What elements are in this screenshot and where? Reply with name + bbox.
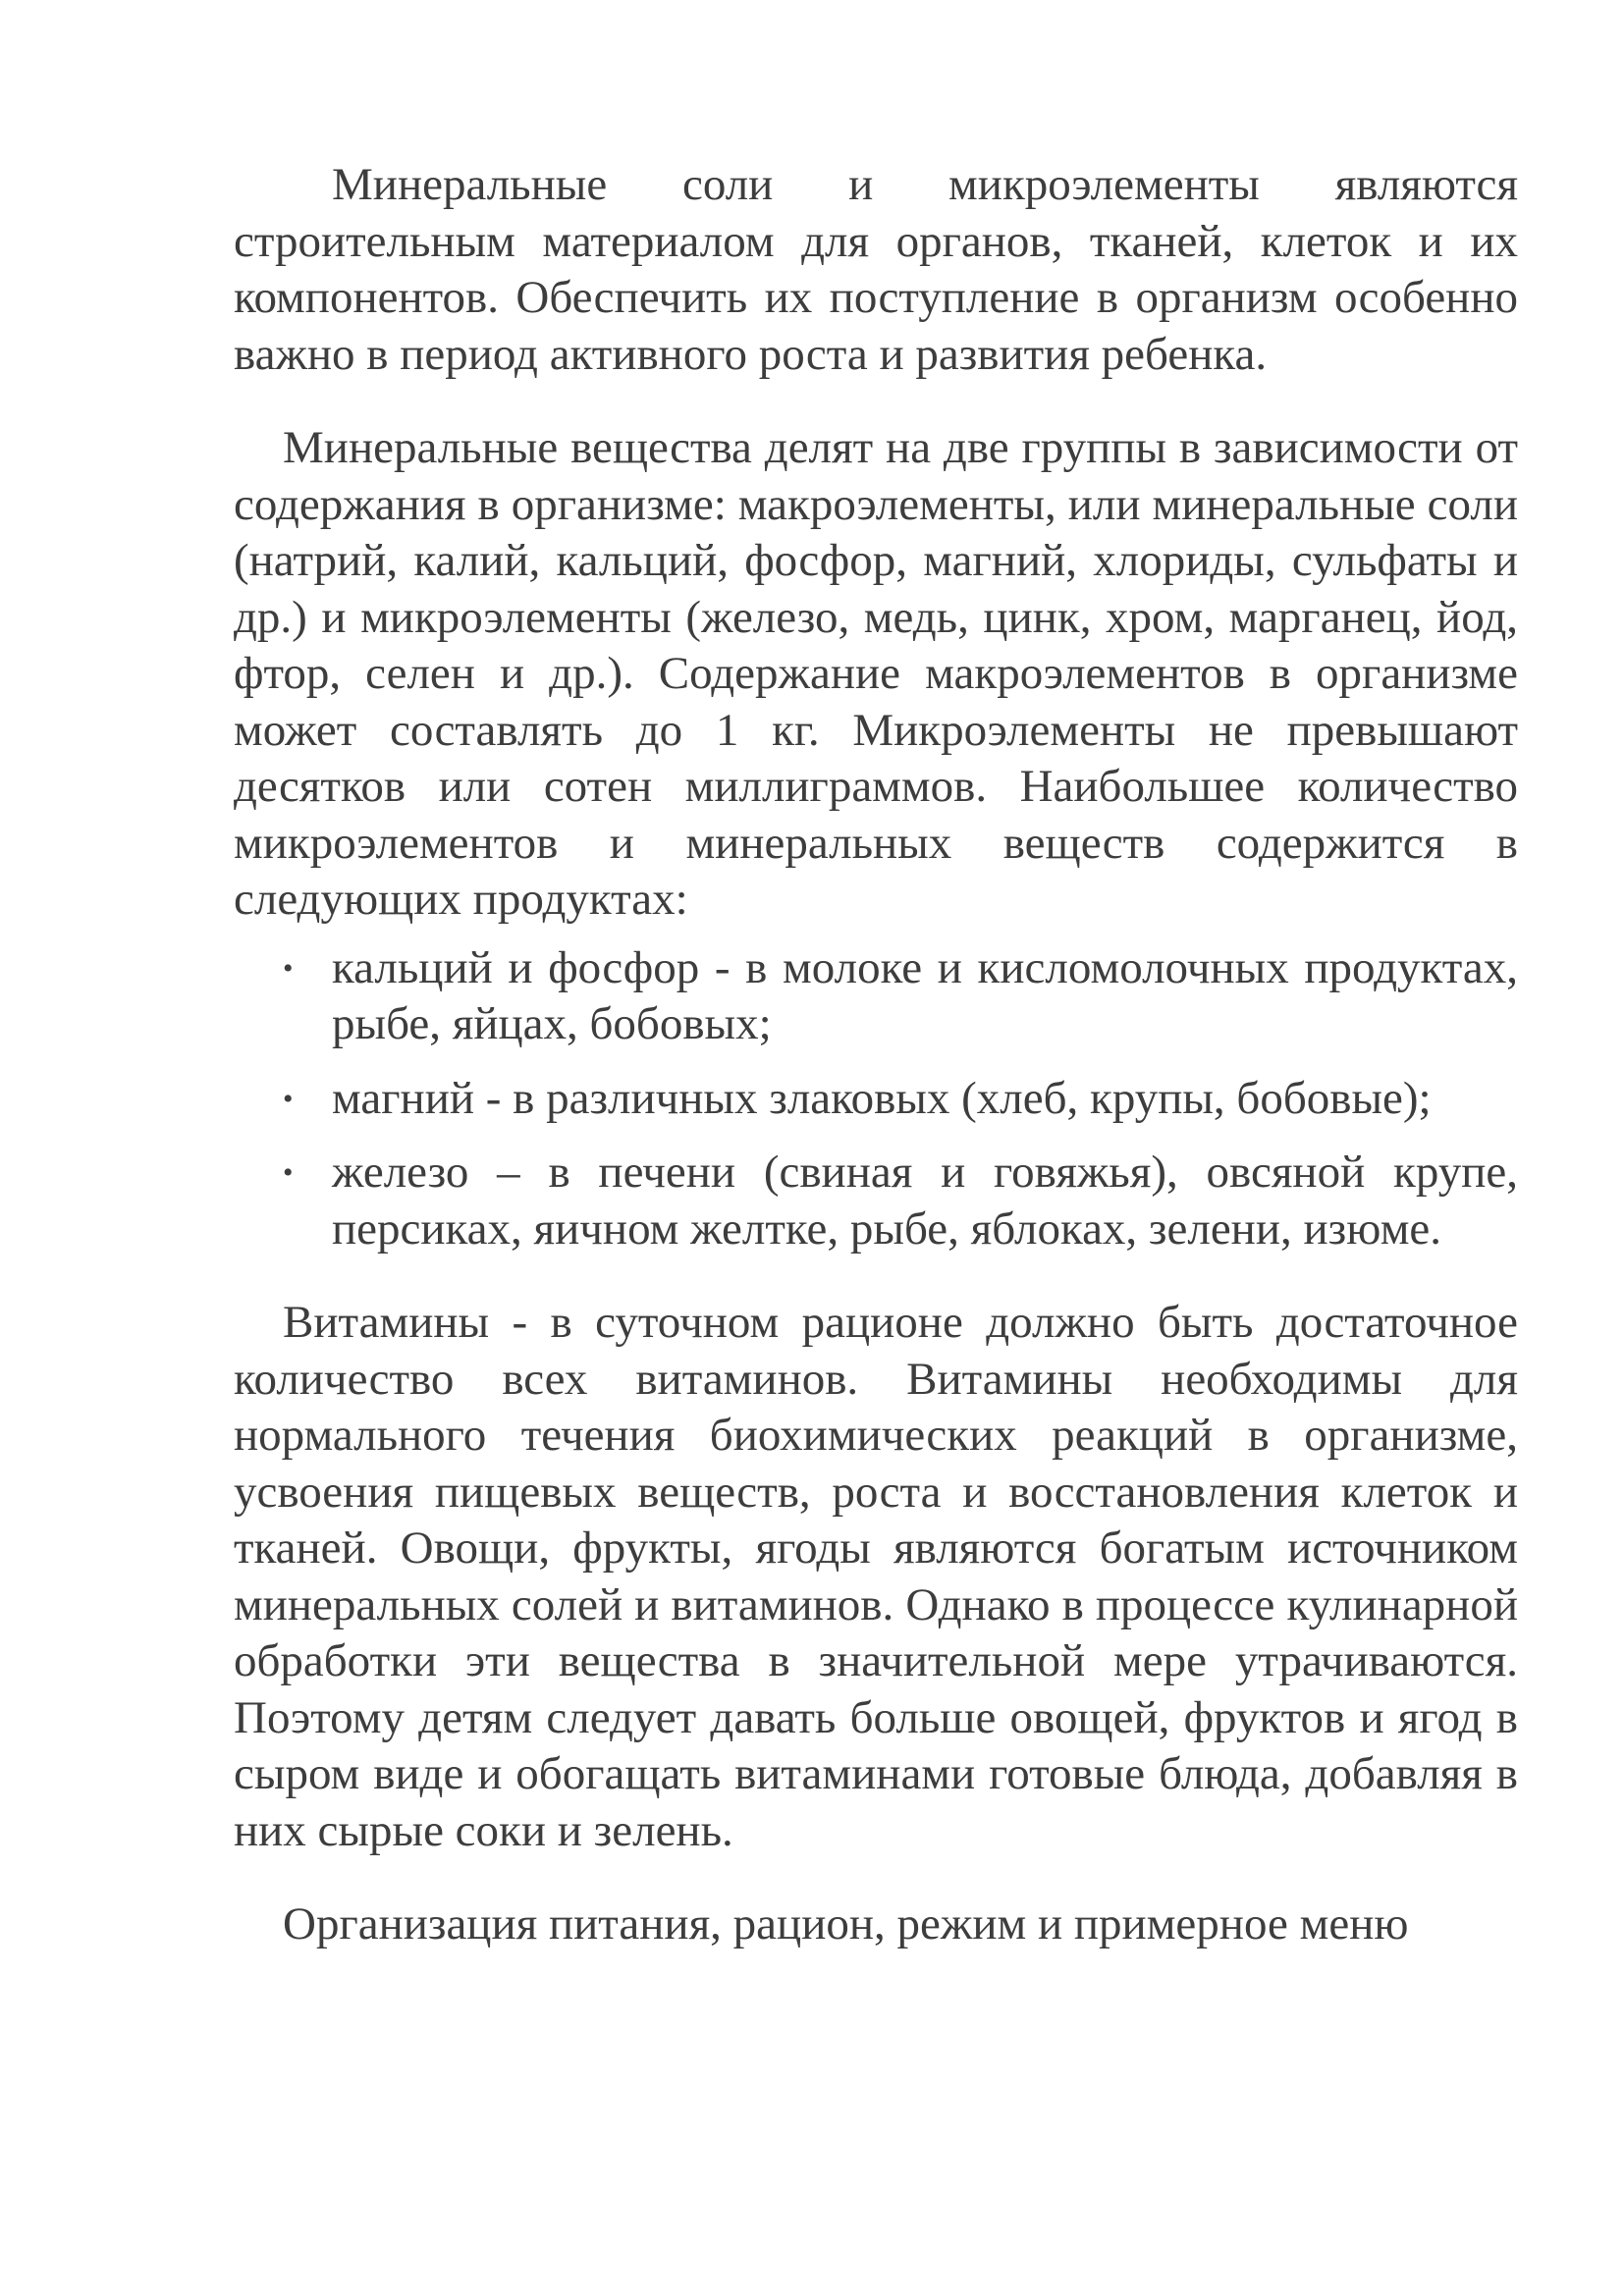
list-item-text: кальций и фосфор - в молоке и кисломолочных продуктах, рыбе, яйцах, бобовых; [332,941,1518,1049]
list-item [234,1071,1518,1128]
bullet-icon: • [283,951,294,985]
paragraph-mineral-groups: Минеральные вещества делят на две группы в зависимости от содержания в организме: макроэлементы, или минеральные соли (натрий, калий, кальций, фосфор, магний, хлориды, сульфаты и др.) и микроэлементы (железо, медь, цинк, хром, марганец, йод, фтор, селен и др.). Содержание макроэлементов в организме может составлять до 1 кг. Микроэлементы не превышают десятков или сотен миллиграммов. Наибольшее количество микроэлементов и минеральных веществ содержится в следующих продуктах: [234,422,1518,925]
list-item [234,940,1518,1053]
food-sources-list [234,940,1518,1258]
document-page [234,157,1518,1953]
paragraph-vitamins: Витамины - в суточном рационе должно быть достаточное количество всех витаминов. Витамины необходимы для нормального течения биохимических реакций в организме, усвоения пищевых веществ, роста и восстановления клеток и тканей. Овощи, фрукты, ягоды являются богатым источником минеральных солей и витаминов. Однако в процессе кулинарной обработки эти вещества в значительной мере утрачиваются. Поэтому детям следует давать больше овощей, фруктов и ягод в сыром виде и обогащать витаминами готовые блюда, добавляя в них сырые соки и зелень. [234,1297,1518,1856]
list-item [234,1145,1518,1257]
bullet-icon: • [283,1082,294,1115]
list-item-text: железо – в печени (свиная и говяжья), овсяной крупе, персиках, яичном желтке, рыбе, яблоках, зелени, изюме. [332,1147,1518,1255]
paragraph-minerals-intro: Минеральные соли и микроэлементы являются строительным материалом для органов, тканей, клеток и их компонентов. Обеспечить их поступление в организм особенно важно в период активного роста и развития ребенка. [234,159,1518,380]
list-item-text: магний - в различных злаковых (хлеб, крупы, бобовые); [332,1072,1432,1124]
paragraph-section-heading: Организация питания, рацион, режим и примерное меню [283,1898,1409,1949]
bullet-icon: • [283,1156,294,1189]
